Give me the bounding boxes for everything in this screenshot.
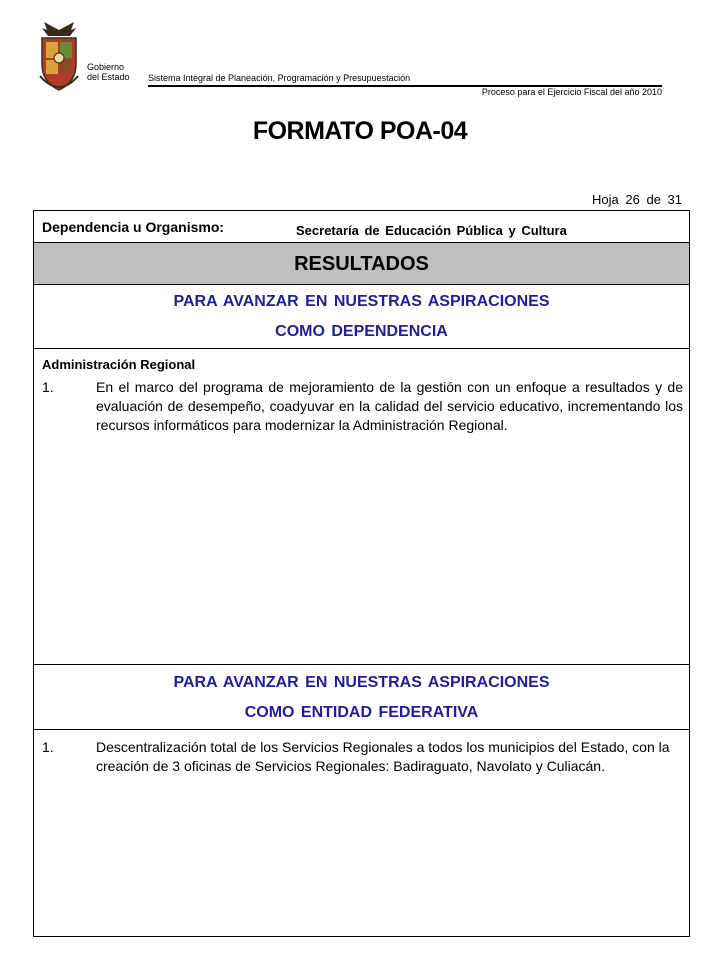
gobierno-line1: Gobierno <box>87 62 125 72</box>
dependencia-value: Secretaría de Educación Pública y Cultura <box>296 223 567 238</box>
section1-subtitle: Administración Regional <box>42 357 196 372</box>
system-name: Sistema Integral de Planeación, Programación y Presupuestación <box>148 73 411 83</box>
item-number: 1. <box>42 739 54 755</box>
dependencia-label: Dependencia u Organismo: <box>42 219 225 235</box>
list-item <box>42 378 683 435</box>
section2-heading <box>34 668 689 728</box>
government-label <box>87 62 130 82</box>
form-frame <box>33 210 690 937</box>
section2-heading-line1: PARA AVANZAR EN NUESTRAS ASPIRACIONES <box>173 674 550 691</box>
section2-heading-line2: COMO ENTIDAD FEDERATIVA <box>244 704 479 721</box>
page-title: FORMATO POA-04 <box>252 117 468 145</box>
section1-heading <box>34 287 689 347</box>
process-label: Proceso para el Ejercicio Fiscal del año 2010 <box>481 87 662 97</box>
item-number: 1. <box>42 379 54 395</box>
resultados-band: RESULTADOS <box>34 243 689 285</box>
dependencia-row <box>34 211 689 243</box>
section1-body <box>34 348 689 665</box>
section2-body <box>34 729 689 936</box>
section1-heading-line2: COMO DEPENDENCIA <box>275 323 448 340</box>
gobierno-line2: del Estado <box>87 72 130 82</box>
section1-heading-line1: PARA AVANZAR EN NUESTRAS ASPIRACIONES <box>173 293 550 310</box>
state-seal-logo <box>36 16 82 98</box>
sheet-number: Hoja 26 de 31 <box>592 192 682 207</box>
item-text: Descentralización total de los Servicios Regionales a todos los municipios del Estado, con la creación de 3 oficinas de Servicios Regionales: Badiraguato, Navolato y Culiacán. <box>96 739 670 774</box>
item-text: En el marco del programa de mejoramiento de la gestión con un enfoque a resultados y de evaluación de desempeño, coadyuvar en la calidad del servicio educativo, incrementando los recursos informáticos para modernizar la Administración Regional. <box>96 379 683 433</box>
list-item <box>42 738 683 776</box>
